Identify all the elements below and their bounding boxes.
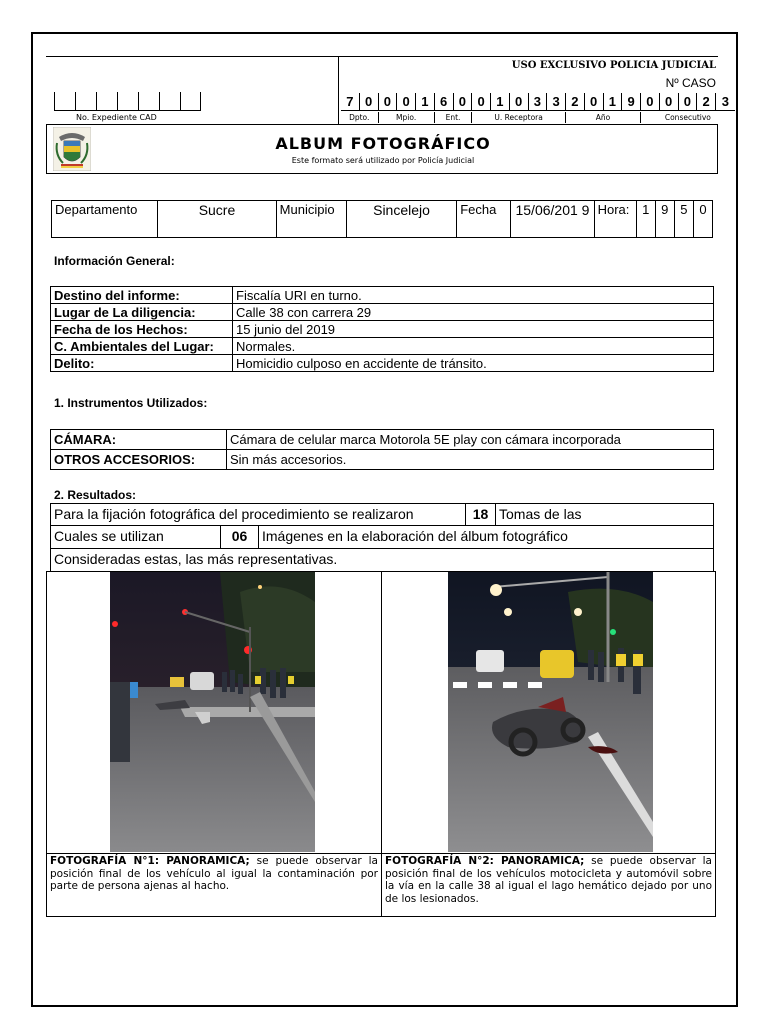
case-digit: 0 [454,93,473,111]
instruments-title: 1. Instrumentos Utilizados: [54,396,208,410]
results-row [50,526,714,549]
case-digit: 0 [641,93,660,111]
case-digit: 2 [697,93,716,111]
cad-label: No. Expediente CAD [76,113,157,122]
results-text: Imágenes en la elaboración del álbum fotográfico [258,526,713,548]
info-value: Fiscalía URI en turno. [233,287,714,304]
fecha-value: 15/06/201 9 [511,201,594,238]
info-value: 15 junio del 2019 [233,321,714,338]
results-text: Para la fijación fotográfica del procedimiento se realizaron [54,506,414,522]
case-digit: 0 [585,93,604,111]
album-subtitle: Este formato será utilizado por Policía Judicial [291,156,475,165]
case-digit: 0 [360,93,379,111]
sublabel-receptora: U. Receptora [472,112,566,123]
info-label: Lugar de La diligencia: [51,304,233,321]
fecha-label: Fecha [457,201,511,238]
case-number-digits [341,93,735,111]
info-label: Destino del informe: [51,287,233,304]
case-digit: 3 [547,93,566,111]
info-label: Fecha de los Hechos: [51,321,233,338]
table-row [51,450,714,470]
results-table [50,503,714,572]
hora-digit: 9 [655,201,674,238]
sublabel-ent: Ent. [435,112,473,123]
case-number-label: Nº CASO [665,76,716,90]
case-digit: 7 [341,93,360,111]
form-header [46,56,729,174]
instrument-value: Cámara de celular marca Motorola 5E play con cámara incorporada [227,430,714,450]
table-row [51,304,714,321]
case-digit: 9 [622,93,641,111]
photo-caption-text: se puede observar la posición final de los vehículo al igual la contaminación por parte de persona ajenas al hacho. [50,855,378,892]
info-label: Delito: [51,355,233,372]
header-top-border-left [46,56,338,57]
instrument-label: CÁMARA: [51,430,227,450]
photo-cell-1 [47,572,381,916]
sublabel-consecutivo: Consecutivo [664,113,711,122]
case-digit: 3 [716,93,735,111]
case-digit: 3 [529,93,548,111]
photo-caption-title: FOTOGRAFÍA N°2: PANORAMICA; [385,855,585,867]
info-value: Homicidio culposo en accidente de tránsito. [233,355,714,372]
case-digit: 0 [510,93,529,111]
sublabel-dpto: Dpto. [341,112,379,123]
photo-caption-text: se puede observar la posición final de los vehículos motocicleta y automóvil sobre la vía en la calle 38 al igual el lago hemático dejado por uno de los lesionados. [385,855,712,905]
case-digit: 0 [397,93,416,111]
table-row [51,430,714,450]
sublabel-year: Año [566,112,641,123]
title-box [46,124,718,174]
case-number-sublabels [341,112,735,123]
photo-count-used: 06 [220,526,258,548]
results-text: Consideradas estas, las más representativas. [54,551,338,567]
sublabel-mpio: Mpio. [379,112,435,123]
case-digit: 0 [660,93,679,111]
case-digit: 1 [416,93,435,111]
case-digit: 0 [679,93,698,111]
photo-1-caption [47,853,381,894]
header-top-border [338,56,718,57]
municipio-value: Sincelejo [346,201,456,238]
results-text: Tomas de las [495,504,713,525]
case-digit: 1 [604,93,623,111]
table-row [51,321,714,338]
departamento-label: Departamento [52,201,158,238]
case-digit: 6 [435,93,454,111]
photo-2-image [448,572,653,852]
exclusive-use-label: USO EXCLUSIVO POLICIA JUDICIAL [511,60,716,71]
departamento-value: Sucre [158,201,276,238]
general-info-title: Información General: [54,254,175,268]
instrument-value: Sin más accesorios. [227,450,714,470]
instruments-table [50,429,714,470]
header-divider [338,56,339,124]
info-label: C. Ambientales del Lugar: [51,338,233,355]
hora-digit: 5 [674,201,693,238]
info-value: Calle 38 con carrera 29 [233,304,714,321]
table-row [51,338,714,355]
photo-2-caption [382,853,715,906]
table-row [51,287,714,304]
info-value: Normales. [233,338,714,355]
results-row [50,549,714,572]
general-info-table [50,286,714,372]
table-row [51,355,714,372]
photo-1-image [110,572,315,852]
municipio-label: Municipio [276,201,346,238]
case-digit: 0 [379,93,398,111]
hora-label: Hora: [594,201,636,238]
results-title: 2. Resultados: [54,488,137,502]
form-page [31,32,738,1007]
results-row [50,503,714,526]
photo-count-taken: 18 [465,504,495,525]
case-digit: 2 [566,93,585,111]
photo-cell-2 [381,572,715,916]
results-text: Cuales se utilizan [54,528,164,544]
photo-caption-title: FOTOGRAFÍA N°1: PANORAMICA; [50,855,250,867]
hora-digit: 0 [693,201,712,238]
album-title: ALBUM FOTOGRÁFICO [275,134,491,153]
location-table [51,200,713,238]
case-digit: 0 [472,93,491,111]
photo-grid [46,571,716,917]
instrument-label: OTROS ACCESORIOS: [51,450,227,470]
case-digit: 1 [491,93,510,111]
hora-digit: 1 [636,201,655,238]
cad-number-cells [54,92,201,111]
